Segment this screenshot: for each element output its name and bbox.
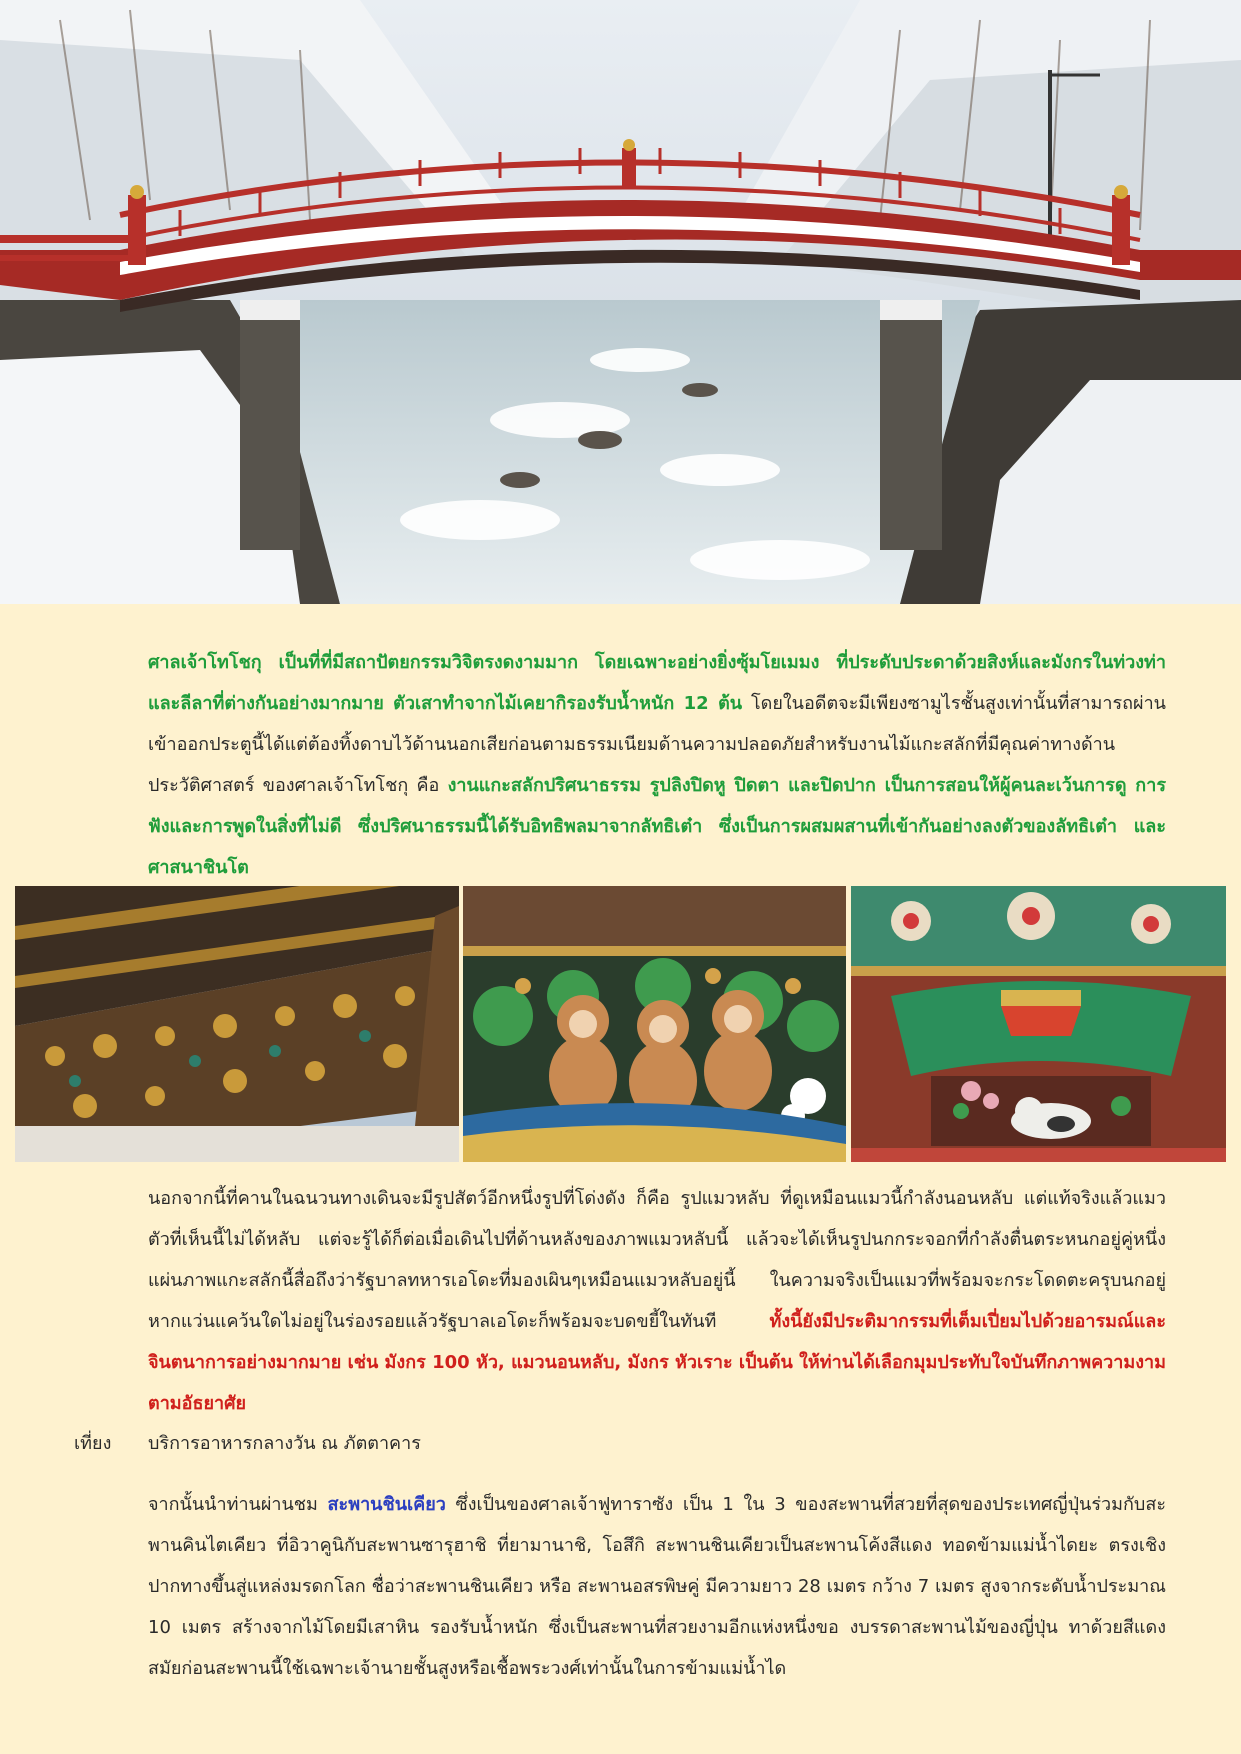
highlight-red-1: ทั้งนี้ยังมีประติมากรรมที่เต็มเปี่ยมไปด้วยอารมณ์และจินตนาการอย่างมากมาย เช่น มังกร 100 หัว, แมวนอนหลับ, มังกร หัวเราะ เป็นต้น ให้ท่านได้เลือกมุมประทับใจบันทึกภาพความงามตามอัธยาศัย [148, 1311, 1166, 1414]
three-monkeys-photo [463, 886, 846, 1162]
paragraph-toshogu [148, 642, 1166, 888]
body-text-2: นอกจากนี้ที่คานในฉนวนทางเดินจะมีรูปสัตว์อีกหนึ่งรูปที่โด่งดัง ก็คือ รูปแมวหลับ ที่ดูเหมือนแมวนี้กำลังนอนหลับ แต่แท้จริงแล้วแมวตัวที่เห็นนี้ไม่ได้หลับ แต่จะรู้ได้ก็ต่อเมื่อเดินไปที่ด้านหลังของภาพแมวหลับนี้ แล้วจะได้เห็นรูปนกกระจอกที่กำลังตื่นตระหนกอยู่คู่หนึ่ง แผ่นภาพแกะสลักนี้สื่อถึงว่ารัฐบาลทหารเอโดะที่มองเผินๆเหมือนแมวหลับอยู่นี้ ในความจริงเป็นแมวที่พร้อมจะกระโดดตะครุบนกอยู่หากแว่นแคว้นใดไม่อยู่ในร่องรอยแล้วรัฐบาลเอโดะก็พร้อมจะบดขยี้ในทันที [148, 1188, 1166, 1332]
highlight-green-1: ศาลเจ้าโทโชกุ เป็นที่ที่มีสถาปัตยกรรมวิจิตรงดงามมาก โดยเฉพาะอย่างยิ่งซุ้มโยเมมง ที่ประดับประดาด้วยสิงห์และมังกรในท่วงท่าและลีลาที่ต่างกันอย่างมากมาย ตัวเสาทำจากไม้เคยากิรองรับน้ำหนัก 12 ต้น [148, 652, 1166, 714]
paragraph-sleeping-cat [148, 1178, 1166, 1424]
meal-text: บริการอาหารกลางวัน ณ ภัตตาคาร [148, 1433, 421, 1454]
shrine-gate-photo [15, 886, 459, 1162]
sleeping-cat-carving-photo-icon [851, 886, 1226, 1162]
paragraph-shinkyo-bridge [148, 1484, 1166, 1689]
highlight-blue-1: สะพานชินเคียว [327, 1494, 446, 1515]
meal-label: เที่ยง [74, 1433, 112, 1454]
three-monkeys-carving-photo-icon [463, 886, 846, 1162]
body-text-3b: ซึ่งเป็นของศาลเจ้าฟูทาราซัง เป็น 1 ใน 3 ของสะพานที่สวยที่สุดของประเทศญี่ปุ่นร่วมกับสะพานคินไตเคียว ที่อิวาคูนิกับสะพานซารุฮาชิ ที่ยามานาชิ, โอสึกิ สะพานชินเคียวเป็นสะพานโค้งสีแดง ทอดข้ามแม่น้ำไดยะ ตรงเชิงปากทางขึ้นสู่แหล่งมรดกโลก ชื่อว่าสะพานชินเคียว หรือ สะพานอสรพิษคู่ มีความยาว 28 เมตร กว้าง 7 เมตร สูงจากระดับน้ำประมาณ 10 เมตร สร้างจากไม้โดยมีเสาหิน รองรับน้ำหนัก ซึ่งเป็นสะพานที่สวยงามอีกแห่งหนึ่งขอ งบรรดาสะพานไม้ของญี่ปุ่น ทาด้วยสีแดงสมัยก่อนสะพานนี้ใช้เฉพาะเจ้านายชั้นสูงหรือเชื้อพระวงศ์เท่านั้นในการข้ามแม่น้ำได [148, 1494, 1166, 1679]
body-text-1: โดยในอดีตจะมีเพียงซามูไรชั้นสูงเท่านั้นที่สามารถผ่านเข้าออกประตูนี้ได้แต่ต้องทิ้งดาบไว้ด้านนอกเสียก่อนตามธรรมเนียมด้านความปลอดภัยสำหรับงานไม้แกะสลักที่มีคุณค่าทางด้านประวัติศาสตร์ ของศาลเจ้าโทโชกุ คือ [148, 693, 1166, 796]
bridge-photo-icon [0, 0, 1241, 604]
hero-bridge-photo [0, 0, 1241, 604]
sleeping-cat-photo [851, 886, 1226, 1162]
shrine-gate-carvings-photo-icon [15, 886, 459, 1162]
highlight-green-2: งานแกะสลักปริศนาธรรม รูปลิงปิดหู ปิดตา และปิดปาก เป็นการสอนให้ผู้คนละเว้นการดู การฟังและการพูดในสิ่งที่ไม่ดี ซึ่งปริศนาธรรมนี้ได้รับอิทธิพลมาจากลัทธิเต๋า ซึ่งเป็นการผสมผสานที่เข้ากันอย่างลงตัวของลัทธิเต๋า และศาสนาชินโต [148, 775, 1166, 878]
body-text-3a: จากนั้นนำท่านผ่านชม [148, 1494, 328, 1515]
